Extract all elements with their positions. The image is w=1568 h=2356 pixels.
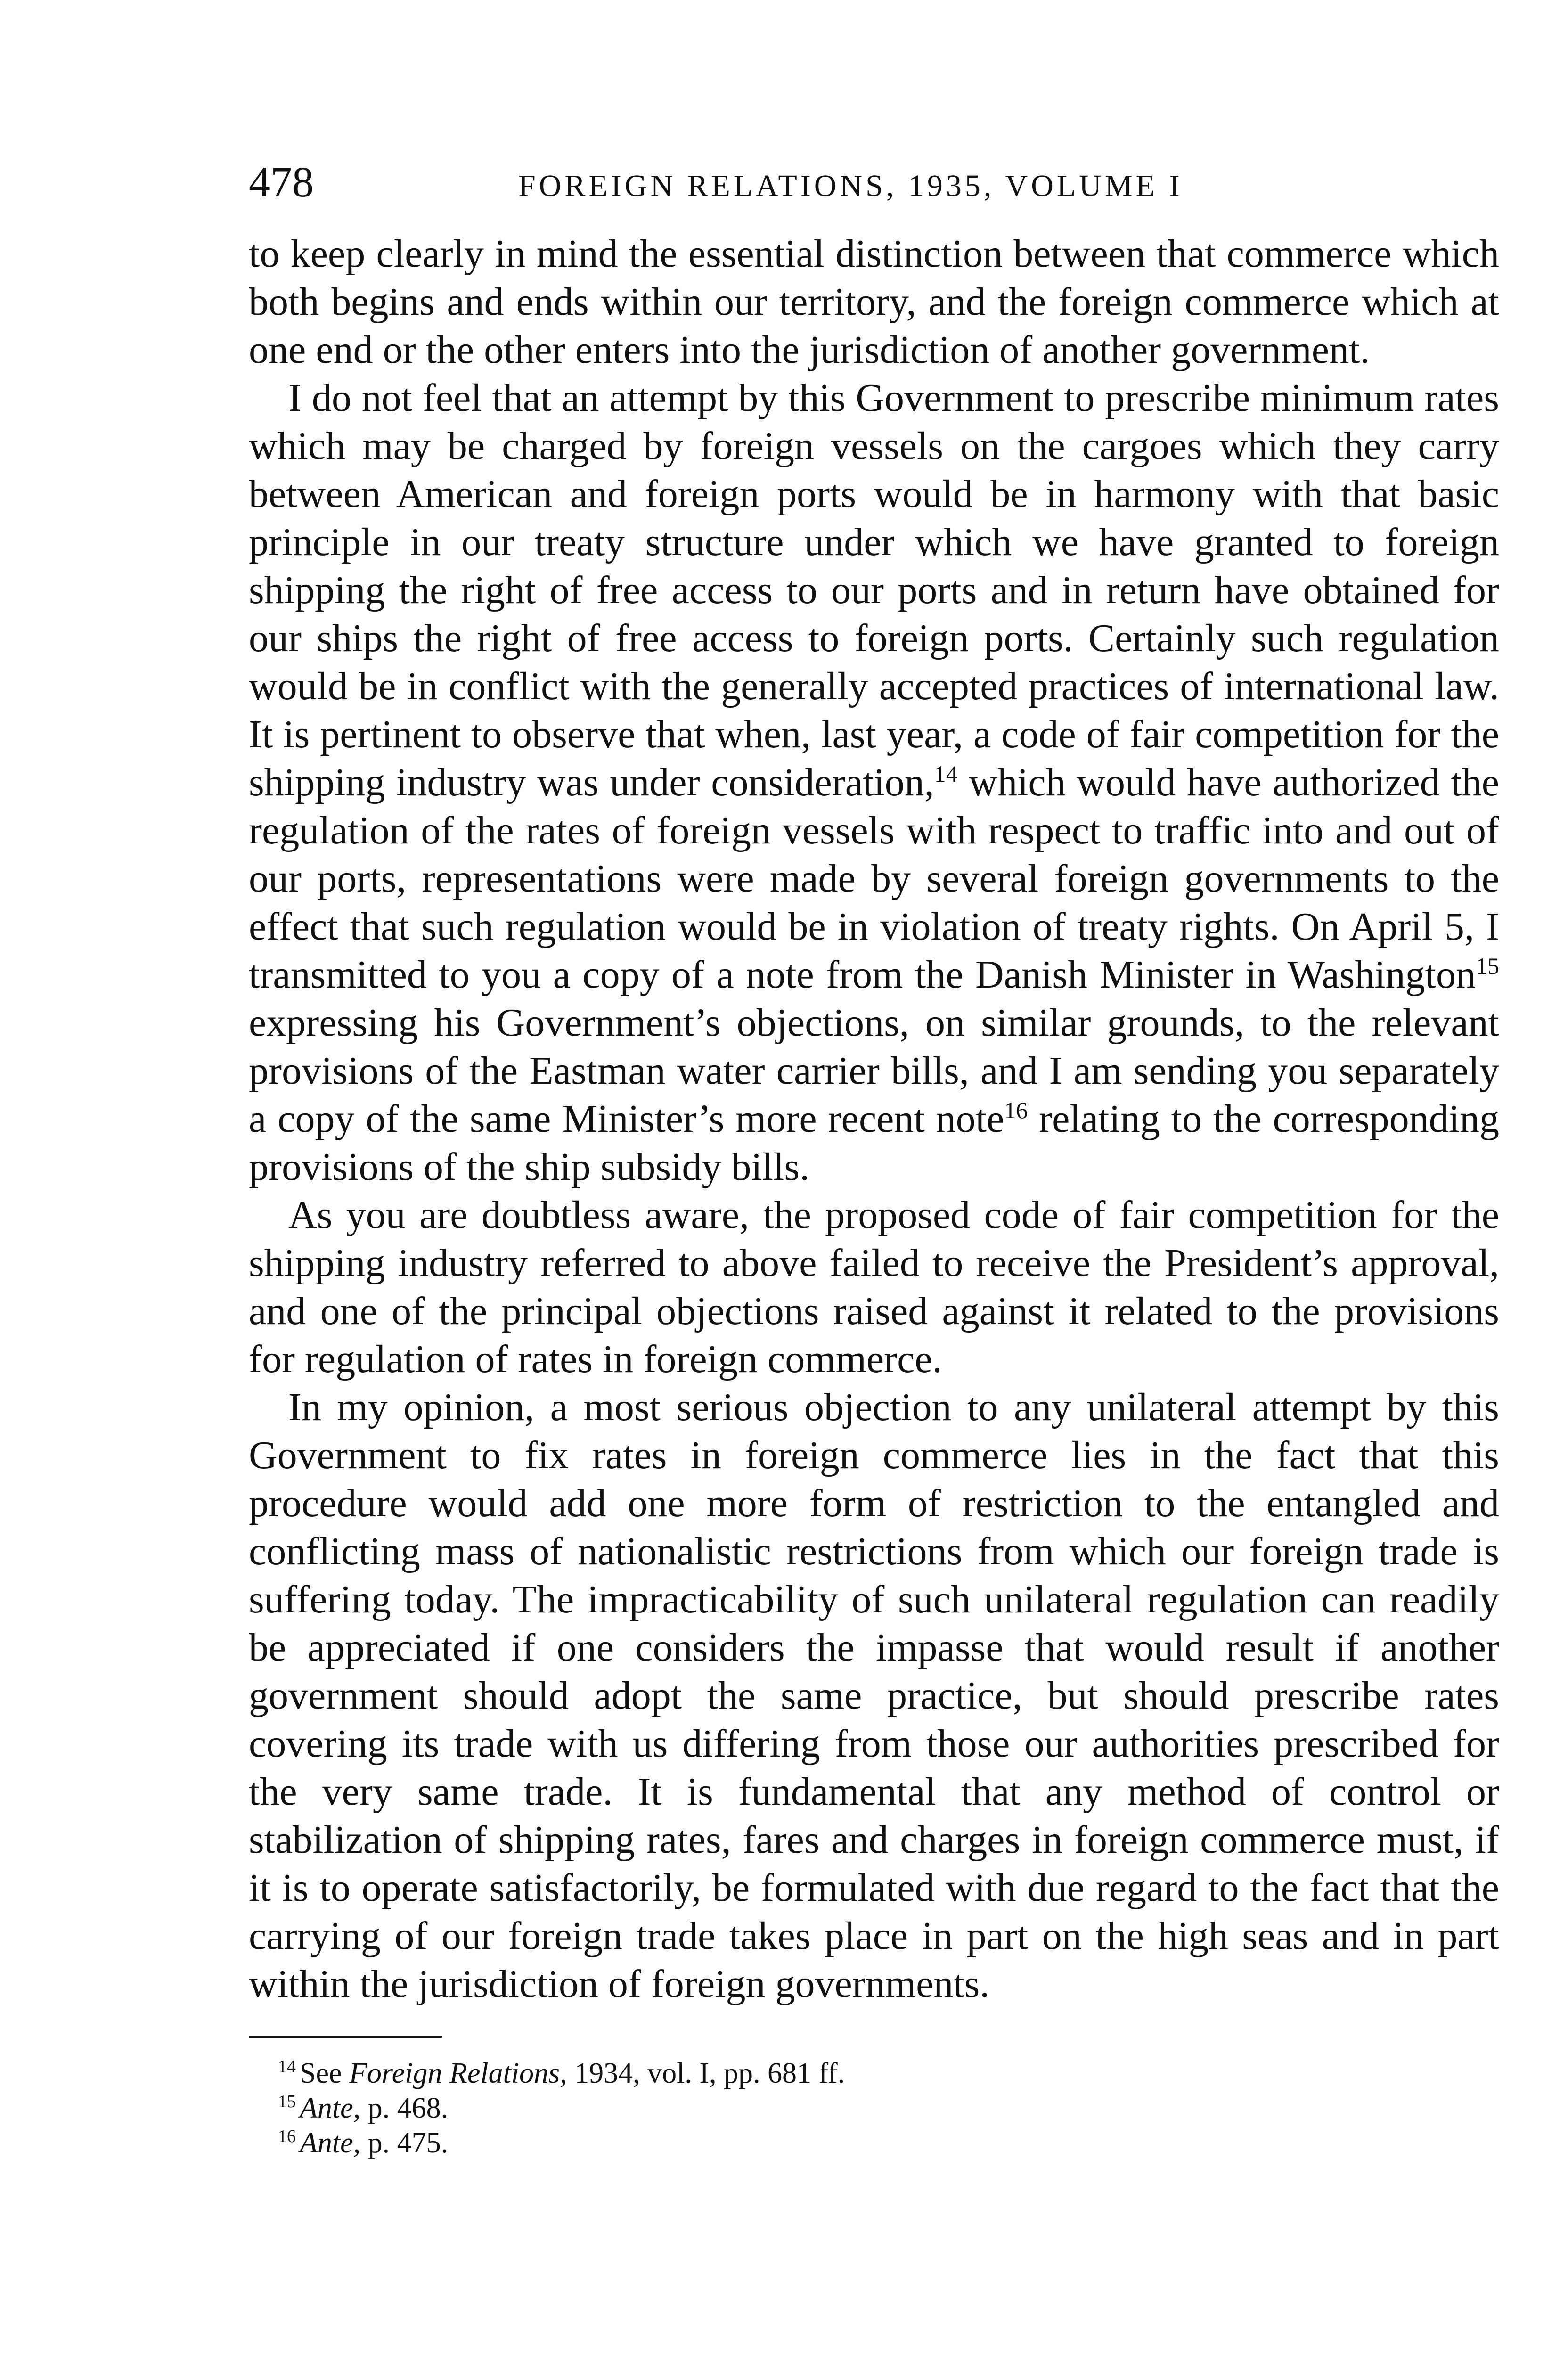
footnote-title: Ante, — [300, 2092, 361, 2124]
paragraph-3-text: As you are doubtless aware, the proposed code of fair competition for the shipping industry referred to above failed to receive the President’s approval, and one of the principal objections raised against it related to the provisions for regulation of rates in foreign commerce. — [249, 1193, 1499, 1381]
footnotes — [249, 2056, 1499, 2160]
paragraph-3 — [249, 1191, 1499, 1383]
footnote-text-post: p. 468. — [360, 2092, 449, 2124]
paragraph-2 — [249, 374, 1499, 1191]
footnote-15 — [278, 2091, 1499, 2126]
footnote-number: 15 — [278, 2092, 296, 2112]
paragraph-2-text-part-1: I do not feel that an attempt by this Government to prescribe minimum rates which may be charged by foreign vessels on the cargoes which they carry between American and foreign ports would be in harmony with that basic principle in our treaty structure under which we have granted to foreign shipping the right of free access to our ports and in return have obtained for our ships the right of free access to foreign ports. Certainly such regulation would be in conflict with the generally accepted practices of international law. It is pertinent to observe that when, last year, a code of fair competition for the shipping industry was under consideration, — [249, 376, 1499, 804]
footnote-ref-15[interactable]: 15 — [1476, 953, 1499, 979]
footnote-number: 16 — [278, 2127, 296, 2147]
paragraph-4 — [249, 1383, 1499, 2008]
paragraph-1 — [249, 230, 1499, 374]
paragraph-2-text-part-2: which would have authorized the regulation of the rates of foreign vessels with respect to traffic into and out of our ports, representations were made by several foreign governments to the effect that such regulation would be in violation of treaty rights. On April 5, I transmitted to you a copy of a note from the Danish Minister in Washington — [249, 761, 1499, 997]
footnote-text-pre: See — [300, 2057, 350, 2089]
page-number: 478 — [249, 158, 314, 206]
running-head: FOREIGN RELATIONS, 1935, VOLUME I — [518, 169, 1183, 203]
footnote-text-post: 1934, vol. I, pp. 681 ff. — [567, 2057, 845, 2089]
paragraph-2-text-part-3: expressing his Government’s objections, on similar grounds, to the relevant provisions of the Eastman water carrier bills, and I am sending you separately a copy of the same Minister’s more recent note — [249, 1001, 1499, 1141]
paragraph-2-text-part-4: relating to the corresponding provisions of the ship subsidy bills. — [249, 1097, 1499, 1189]
footnote-text-post: p. 475. — [360, 2127, 449, 2159]
footnote-ref-14[interactable]: 14 — [934, 761, 958, 787]
footnote-number: 14 — [278, 2057, 296, 2077]
footnote-14 — [278, 2056, 1499, 2091]
page-header — [249, 160, 1499, 217]
footnote-title: Ante, — [300, 2127, 361, 2159]
document-page — [249, 160, 1499, 2160]
footnote-16 — [278, 2126, 1499, 2160]
paragraph-1-text: to keep clearly in mind the essential distinction between that commerce which both begins and ends within our territory, and the foreign commerce which at one end or the other enters into the jurisdiction of another government. — [249, 232, 1499, 372]
footnote-divider — [249, 2036, 442, 2038]
footnote-ref-16[interactable]: 16 — [1004, 1097, 1028, 1123]
footnote-title: Foreign Relations, — [349, 2057, 567, 2089]
paragraph-4-text: In my opinion, a most serious objection to any unilateral attempt by this Government to fix rates in foreign commerce lies in the fact that this procedure would add one more form of restriction to the entangled and conflicting mass of nationalistic restrictions from which our foreign trade is suffering today. The impracticability of such unilateral regulation can readily be appreciated if one considers the impasse that would result if another government should adopt the same practice, but should prescribe rates covering its trade with us differing from those our authorities prescribed for the very same trade. It is fundamental that any method of control or stabilization of shipping rates, fares and charges in foreign commerce must, if it is to operate satisfactorily, be formulated with due regard to the fact that the carrying of our foreign trade takes place in part on the high seas and in part within the jurisdiction of foreign governments. — [249, 1385, 1499, 2006]
body-text — [249, 230, 1499, 2008]
